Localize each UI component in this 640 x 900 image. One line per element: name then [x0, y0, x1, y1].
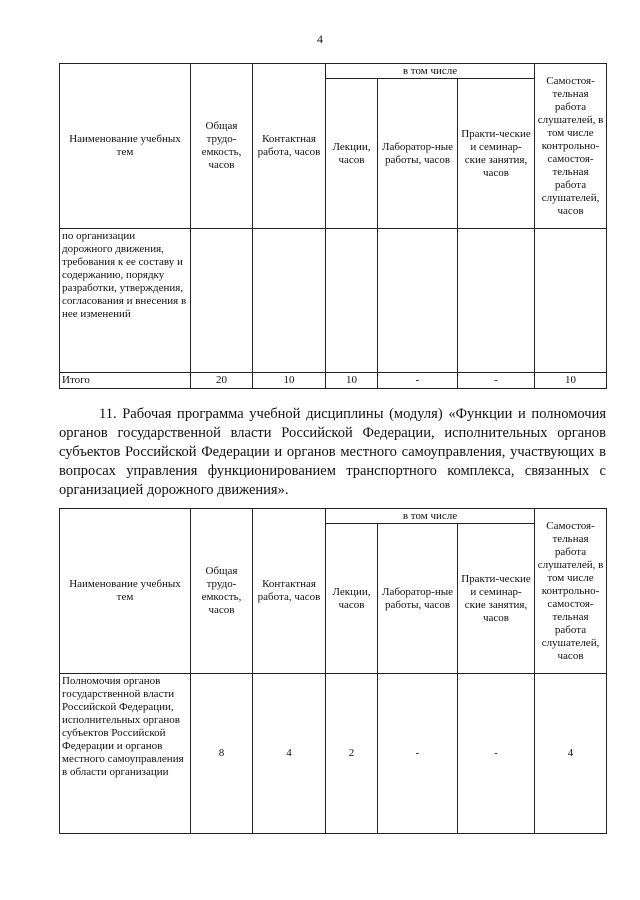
empty-cell [253, 229, 326, 373]
header-self-study: Самостоя-тельная работа слушателей, в том числе контрольно-самостоя-тельная работа слушателей, часов [535, 64, 607, 229]
paragraph-text: 11. Рабочая программа учебной дисциплины (модуля) «Функции и полномочия органов государственной власти Российской Федерации, исполнительных органов субъектов Российской Федерации и органов местного самоуправления, участвующих в вопросах управления функционированием транспортного комплекса, связанных с организацией дорожного движения». [59, 406, 606, 498]
header-topic: Наименование учебных тем [60, 64, 191, 229]
labs-value: - [378, 674, 458, 834]
header-lectures: Лекции, часов [326, 524, 378, 674]
self-study-value: 4 [535, 674, 607, 834]
lectures-value: 2 [326, 674, 378, 834]
page-number: 4 [317, 32, 323, 46]
header-self-study: Самостоя-тельная работа слушателей, в том числе контрольно-самостоя-тельная работа слушателей, часов [535, 509, 607, 674]
labs-value: - [378, 373, 458, 389]
header-including: в том числе [326, 509, 535, 524]
empty-cell [458, 229, 535, 373]
contact-hours-value: 4 [253, 674, 326, 834]
header-total-hours: Общая трудо-емкость, часов [191, 64, 253, 229]
contact-hours-value: 10 [253, 373, 326, 389]
lectures-value: 10 [326, 373, 378, 389]
section-paragraph [59, 405, 606, 500]
empty-cell [326, 229, 378, 373]
header-contact-hours: Контактная работа, часов [253, 64, 326, 229]
header-contact-hours: Контактная работа, часов [253, 509, 326, 674]
table-row [60, 674, 607, 834]
practice-value: - [458, 674, 535, 834]
total-label: Итого [60, 373, 191, 389]
total-hours-value: 8 [191, 674, 253, 834]
header-lectures: Лекции, часов [326, 79, 378, 229]
header-labs: Лаборатор-ные работы, часов [378, 79, 458, 229]
total-hours-value: 20 [191, 373, 253, 389]
header-labs: Лаборатор-ные работы, часов [378, 524, 458, 674]
topic-cell: Полномочия органов государственной власти Российской Федерации, исполнительных органов субъектов Российской Федерации и органов местного самоуправления в области организации [60, 674, 191, 834]
topic-cell: по организации дорожного движения, требования к ее составу и содержанию, порядку разработки, утверждения, согласования и внесения в нее изменений [60, 229, 191, 373]
empty-cell [191, 229, 253, 373]
study-topics-table-2 [59, 508, 607, 834]
self-study-value: 10 [535, 373, 607, 389]
header-practice: Практи-ческие и семинар-ские занятия, часов [458, 79, 535, 229]
empty-cell [535, 229, 607, 373]
header-total-hours: Общая трудо-емкость, часов [191, 509, 253, 674]
header-topic: Наименование учебных тем [60, 509, 191, 674]
empty-cell [378, 229, 458, 373]
study-topics-table-1 [59, 63, 607, 389]
total-row [60, 373, 607, 389]
header-including: в том числе [326, 64, 535, 79]
practice-value: - [458, 373, 535, 389]
header-practice: Практи-ческие и семинар-ские занятия, часов [458, 524, 535, 674]
